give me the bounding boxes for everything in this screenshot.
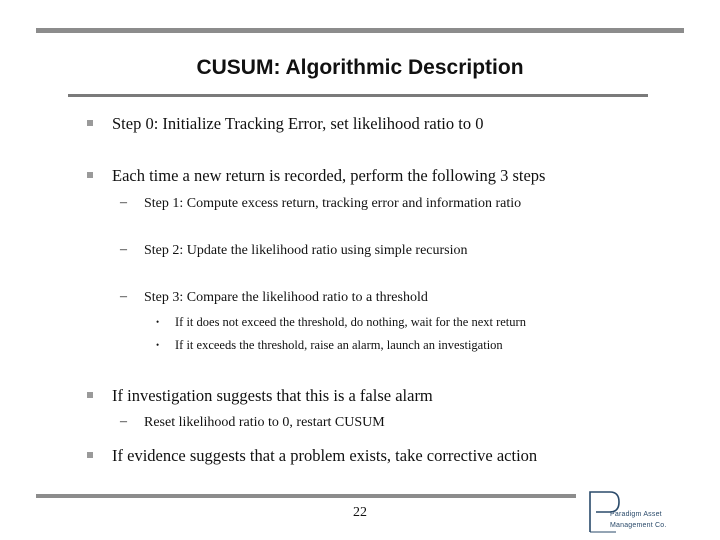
dash-bullet-icon: – bbox=[120, 289, 127, 304]
bullet-step3: Step 3: Compare the likelihood ratio to a threshold bbox=[144, 290, 428, 305]
dash-bullet-icon: – bbox=[120, 414, 127, 429]
logo-line2: Management Co. bbox=[610, 522, 667, 529]
title-rule bbox=[68, 94, 648, 97]
company-logo bbox=[586, 488, 686, 536]
bullet-problem: If evidence suggests that a problem exists, take corrective action bbox=[112, 446, 538, 465]
square-bullet-icon bbox=[86, 171, 96, 181]
bullet-false-alarm: If investigation suggests that this is a false alarm bbox=[112, 386, 433, 405]
bullet-step0: Step 0: Initialize Tracking Error, set likelihood ratio to 0 bbox=[112, 114, 484, 133]
dot-bullet-icon: • bbox=[156, 340, 160, 350]
page-number: 22 bbox=[353, 505, 367, 520]
bullet-reset: Reset likelihood ratio to 0, restart CUSUM bbox=[144, 415, 385, 430]
bullet-step2: Step 2: Update the likelihood ratio using simple recursion bbox=[144, 243, 468, 258]
dash-bullet-icon: – bbox=[120, 242, 127, 257]
bullet-each-time: Each time a new return is recorded, perform the following 3 steps bbox=[112, 166, 546, 185]
top-rule bbox=[36, 28, 684, 33]
bottom-rule bbox=[36, 494, 576, 498]
square-bullet-icon bbox=[86, 119, 96, 129]
dot-bullet-icon: • bbox=[156, 317, 160, 327]
bullet-step1: Step 1: Compute excess return, tracking error and information ratio bbox=[144, 196, 522, 211]
bullet-step3-not-exceed: If it does not exceed the threshold, do nothing, wait for the next return bbox=[175, 315, 526, 329]
bullet-step3-exceed: If it exceeds the threshold, raise an alarm, launch an investigation bbox=[175, 338, 503, 352]
logo-line1: Paradigm Asset bbox=[610, 511, 662, 518]
square-bullet-icon bbox=[86, 451, 96, 461]
dash-bullet-icon: – bbox=[120, 195, 127, 210]
slide-title: CUSUM: Algorithmic Description bbox=[196, 56, 524, 79]
square-bullet-icon bbox=[86, 391, 96, 401]
